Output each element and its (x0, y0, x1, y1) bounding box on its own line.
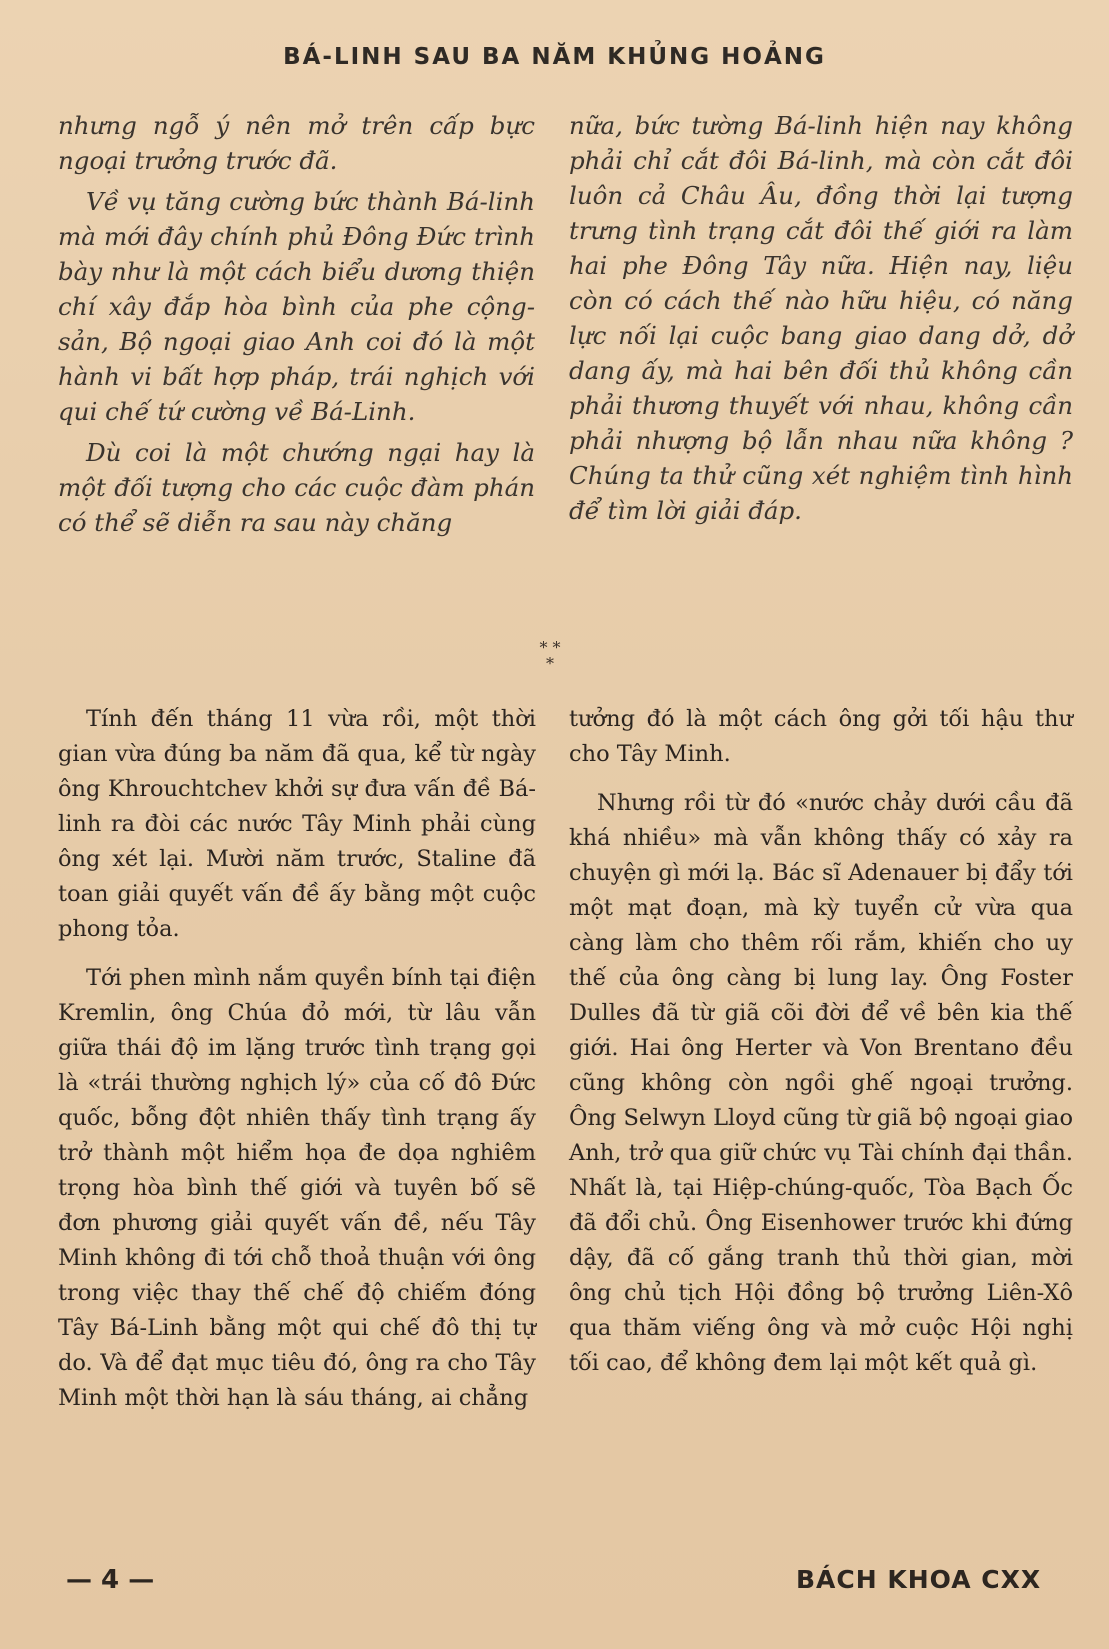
paragraph: Tính đến tháng 11 vừa rồi, một thời gian vừa đúng ba năm đã qua, kể từ ngày ông Khrouchtchev khởi sự đưa vấn đề Bá-linh ra đòi các nước Tây Minh phải cùng ông xét lại. Mười năm trước, Staline đã toan giải quyết vấn đề ấy bằng một cuộc phong tỏa. (58, 706, 536, 942)
paragraph: Tới phen mình nắm quyền bính tại điện Kremlin, ông Chúa đỏ mới, từ lâu vẫn giữa thái độ im lặng trước tình trạng gọi là «trái thường nghịch lý» của cố đô Đức quốc, bỗng đột nhiên thấy tình trạng ấy trở thành một hiểm họa đe dọa nghiêm trọng hòa bình thế giới và tuyên bố sẽ đơn phương giải quyết vấn đề, nếu Tây Minh không đi tới chỗ thoả thuận với ông trong việc thay thế chế độ chiếm đóng Tây Bá-Linh bằng một qui chế đô thị tự do. Và để đạt mục tiêu đó, ông ra cho Tây Minh một thời hạn là sáu tháng, ai chẳng (58, 965, 536, 1411)
running-title: BÁ-LINH SAU BA NĂM KHỦNG HOẢNG (283, 44, 826, 70)
top-right-column (569, 108, 1073, 528)
bottom-right-column (569, 702, 1073, 1381)
bottom-left-column (58, 702, 536, 1416)
paragraph: Dù coi là một chướng ngại hay là một đối tượng cho các cuộc đàm phán có thể sẽ diễn ra sau này chăng (58, 438, 535, 537)
paragraph: Nhưng rồi từ đó «nước chảy dưới cầu đã khá nhiều» mà vẫn không thấy có xảy ra chuyện gì mới lạ. Bác sĩ Adenauer bị đẩy tới một mạt đoạn, mà kỳ tuyển cử vừa qua càng làm cho thêm rối rắm, khiến cho uy thế của ông càng bị lung lay. Ông Foster Dulles đã từ giã cõi đời để về bên kia thế giới. Hai ông Herter và Von Brentano đều cũng không còn ngồi ghế ngoại trưởng. Ông Selwyn Lloyd cũng từ giã bộ ngoại giao Anh, trở qua giữ chức vụ Tài chính đại thần. Nhất là, tại Hiệp-chúng-quốc, Tòa Bạch Ốc đã đổi chủ. Ông Eisenhower trước khi đứng dậy, đã cố gắng tranh thủ thời gian, mời ông chủ tịch Hội đồng bộ trưởng Liên-Xô qua thăm viếng ông và mở cuộc Hội nghị tối cao, để không đem lại một kết quả gì. (569, 790, 1073, 1376)
paragraph: Về vụ tăng cường bức thành Bá-linh mà mới đây chính phủ Đông Đức trình bày như là một cách biểu dương thiện chí xây đắp hòa bình của phe cộng-sản, Bộ ngoại giao Anh coi đó là một hành vi bất hợp pháp, trái nghịch với qui chế tứ cường về Bá-Linh. (58, 187, 535, 426)
paragraph: nhưng ngỗ ý nên mở trên cấp bực ngoại trưởng trước đã. (58, 111, 535, 175)
page-number: — 4 — (66, 1565, 155, 1595)
top-left-column (58, 108, 535, 540)
paragraph: nữa, bức tường Bá-linh hiện nay không phải chỉ cắt đôi Bá-linh, mà còn cắt đôi luôn cả Châu Âu, đồng thời lại tượng trưng tình trạng cắt đôi thế giới ra làm hai phe Đông Tây nữa. Hiện nay, liệu còn có cách thế nào hữu hiệu, có năng lực nối lại cuộc bang giao dang dở, dở dang ấy, mà hai bên đối thủ không cần phải thương thuyết với nhau, không cần phải nhượng bộ lẫn nhau nữa không ? Chúng ta thử cũng xét nghiệm tình hình để tìm lời giải đáp. (569, 111, 1073, 525)
section-break-ornament: * * * (539, 638, 561, 673)
paragraph: tưởng đó là một cách ông gởi tối hậu thư cho Tây Minh. (569, 706, 1073, 767)
publication-name: BÁCH KHOA CXX (796, 1565, 1042, 1594)
